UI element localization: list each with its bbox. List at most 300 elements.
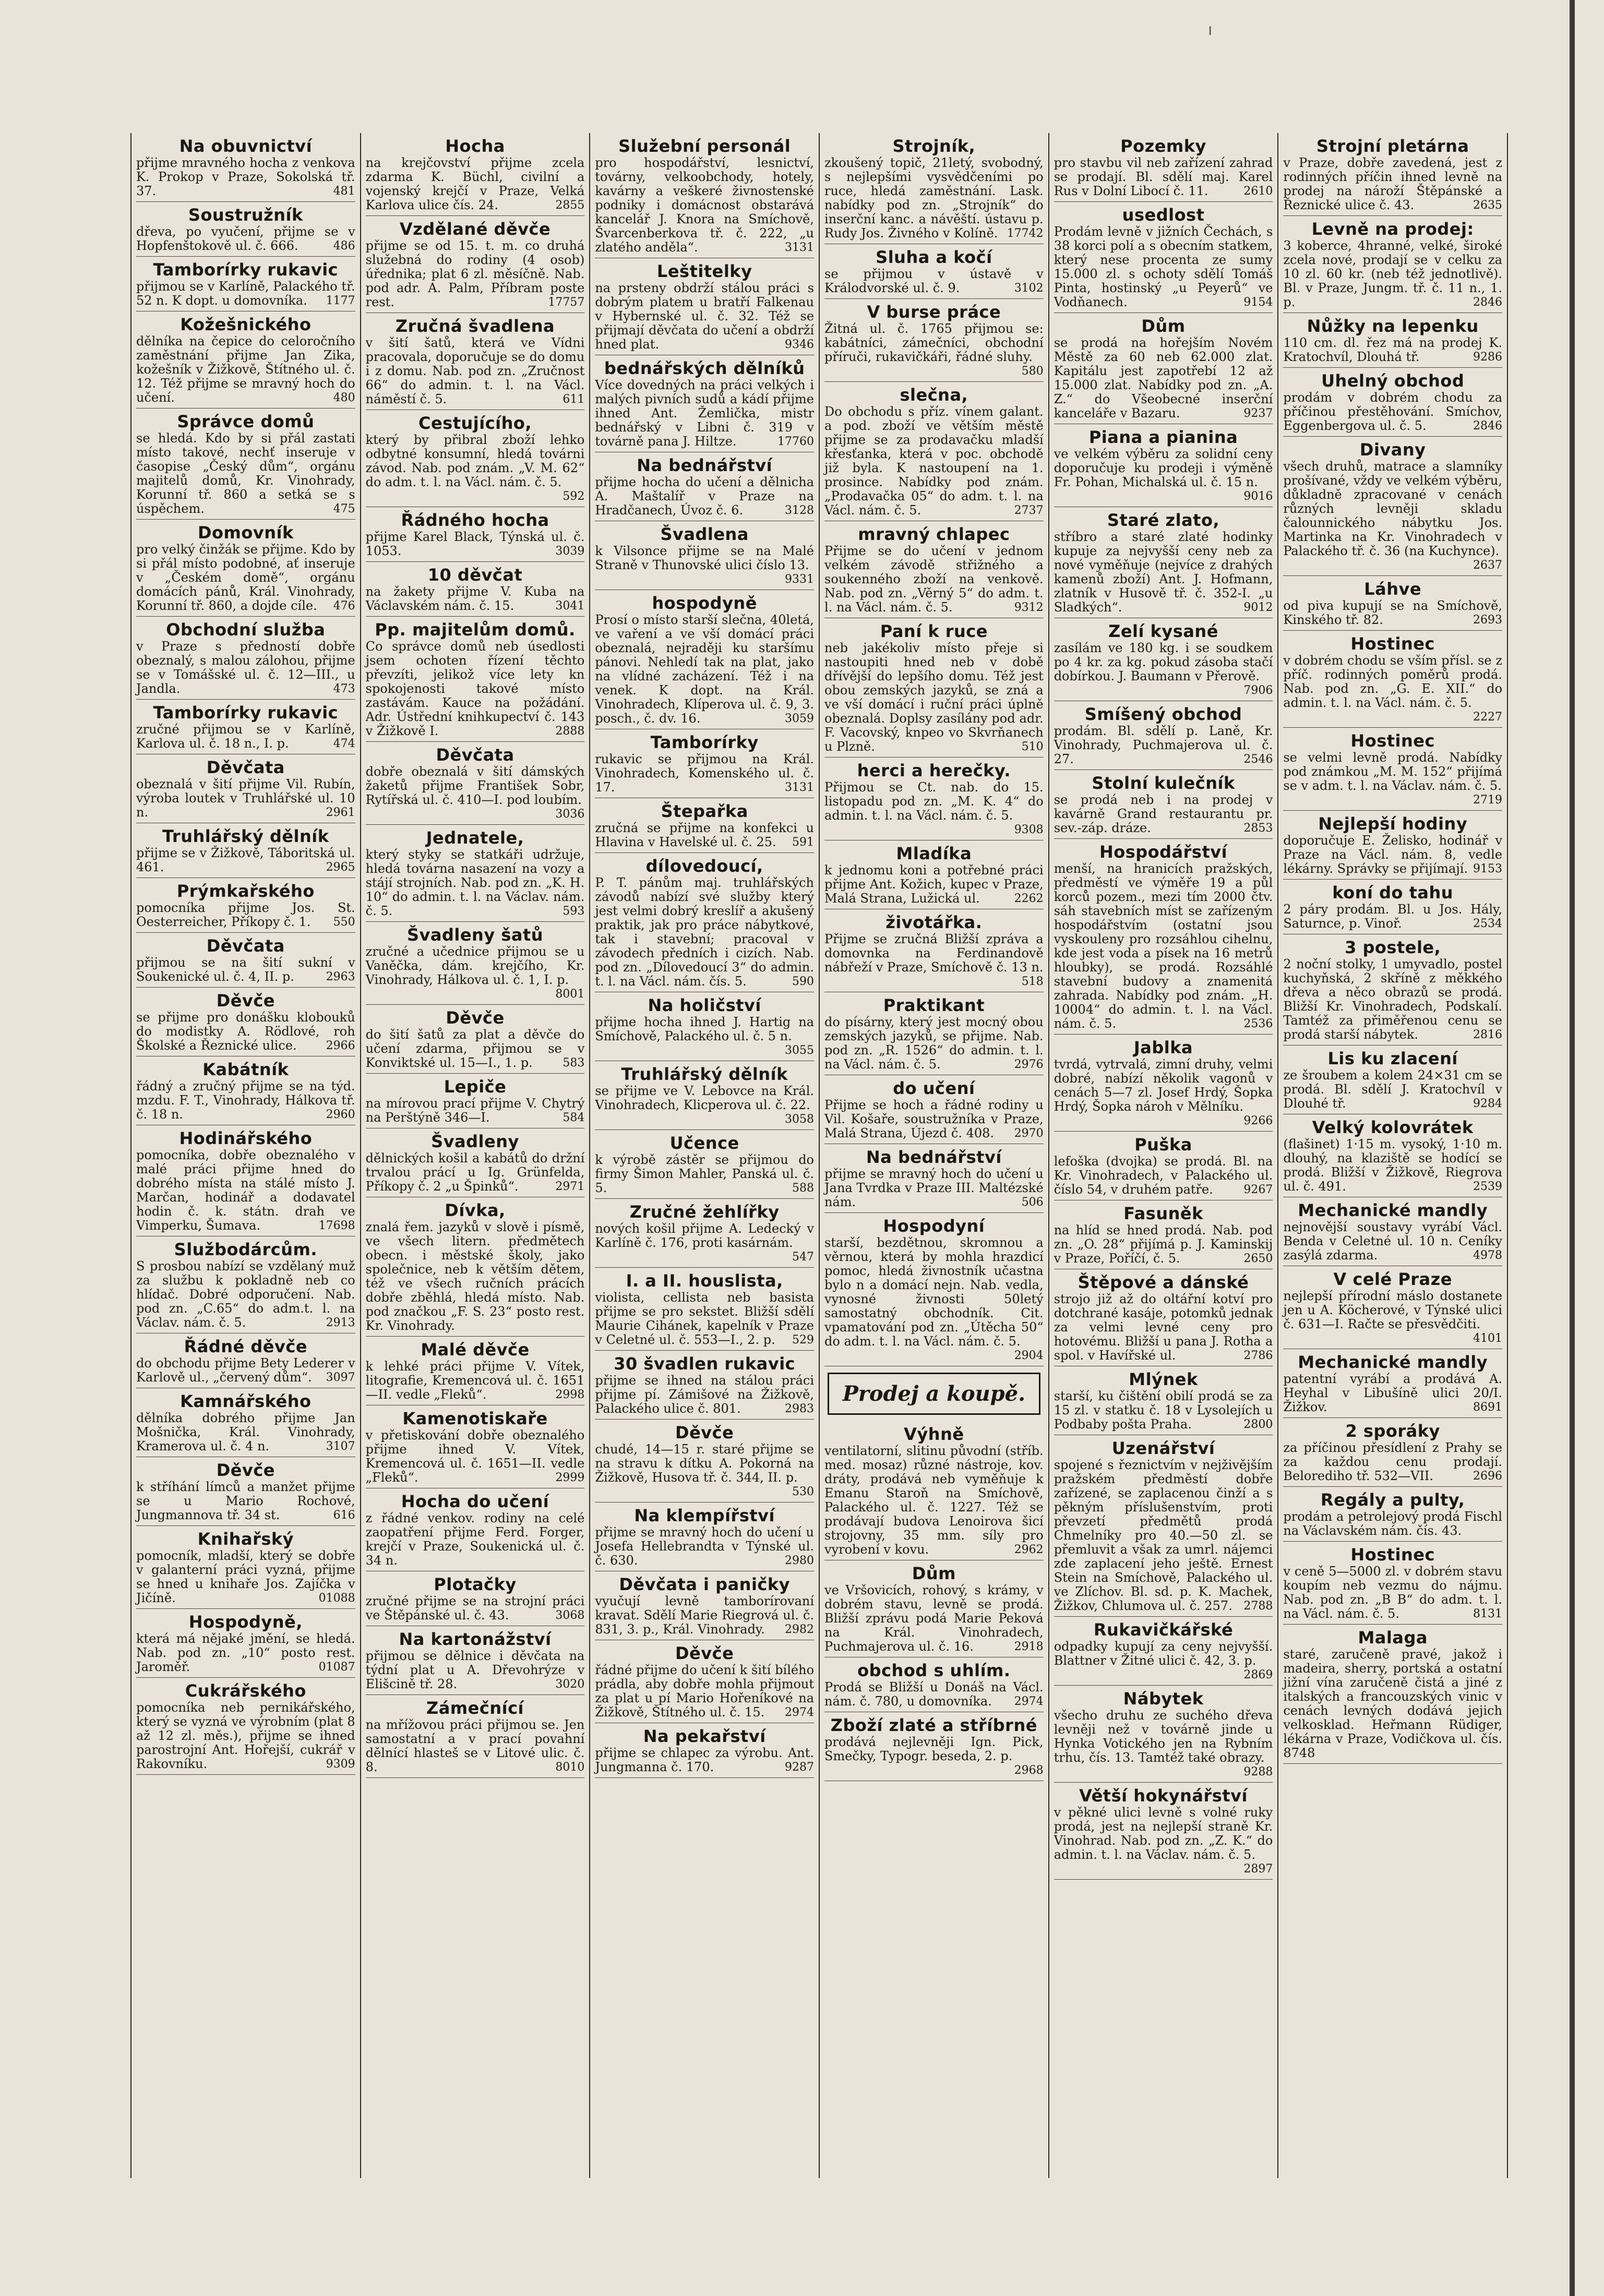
ad-number: 2534 xyxy=(1473,917,1503,930)
ad-headline: Vzdělané děvče xyxy=(399,219,551,239)
ad-number: 2974 xyxy=(785,1706,815,1719)
ad-number: 588 xyxy=(792,1182,815,1195)
ad-number: 2966 xyxy=(326,1039,355,1052)
ad-text xyxy=(595,1746,814,1774)
ad-headline: Děvčata xyxy=(206,936,285,956)
classified-ad xyxy=(1283,1487,1502,1542)
ad-text xyxy=(595,752,814,795)
ad-body: v dobrém chodu se vším přísl. se z příč. rodinných poměrů prodá. Nab. pod zn. „G. E. XII.“ do admin. t. l. na Václ. nám. č. 5. xyxy=(1283,653,1503,710)
ad-text xyxy=(136,1549,355,1605)
ad-headline: Tamborírky xyxy=(650,732,759,752)
ad-text xyxy=(595,1222,814,1264)
ad-headline: Řádného hocha xyxy=(401,510,549,530)
ad-headline: Švadlena xyxy=(660,524,749,544)
ad-number: 2974 xyxy=(1014,1695,1044,1708)
ad-text xyxy=(1054,1458,1273,1613)
ad-body: přijme Karel Black, Týnská ul. č. 1053. xyxy=(365,530,585,558)
classified-ad xyxy=(1283,1045,1502,1114)
classified-ad xyxy=(136,1678,355,1775)
ad-headline: Na obuvnictví xyxy=(179,136,313,156)
ad-headline: herci a herečky. xyxy=(857,761,1011,780)
ad-body: Přijmou se Ct. nab. do 15. listopadu pod zn. „M. K. 4“ do admin. t. l. na Václ. nám. č. 5. xyxy=(824,780,1044,823)
classified-ad xyxy=(1283,811,1502,880)
ad-text xyxy=(595,1291,814,1347)
ad-text xyxy=(366,1649,585,1691)
classified-ad xyxy=(824,909,1044,992)
ad-number: 2737 xyxy=(1014,504,1044,517)
ad-body: violista, cellista neb basista přijme se pro sekstet. Bližší sdělí Maurie Cihánek, kapelník v Praze v Celetné ul. č. 553—I., 2. p. xyxy=(595,1290,815,1347)
ad-number: 2980 xyxy=(785,1554,815,1567)
ad-headline: Malé děvče xyxy=(421,1340,530,1360)
ad-text xyxy=(1054,724,1273,766)
ad-headline: Stolní kulečník xyxy=(1092,773,1235,793)
classified-ad xyxy=(366,1337,585,1405)
ad-body: Do obchodu s příz. vínem galant. a pod. zboží ve větším městě přijme se za prodavačku mladší křesťanka, která v poc. obchodě již byla. K nastoupení na 1. prosince. Nabídky pod znám. „Prodavačka 05“ do adm. t. l. na Václ. nám. č. 5. xyxy=(824,404,1044,518)
ad-body: spojené s řeznictvím v nejživějším pražském předměstí dobře zařízené, se zaplacenou činží a s pěkným příslušenstvím, proti převzetí předmětů prodá Chmelníky pro 40.—50 zl. se přemluvit a však za umrl. nájemci zde zaplacení jeho ještě. Ernest Stein na Smíchově, Palackého ul. ve Zlíchov. Bl. sd. p. K. Machek, Žižkov, Chlumova ul. č. 257. xyxy=(1054,1458,1273,1613)
ad-headline: 3 postele, xyxy=(1345,937,1441,957)
ad-headline: Fasuněk xyxy=(1123,1204,1203,1223)
ad-text xyxy=(1283,1289,1502,1345)
classified-ad xyxy=(1054,1686,1273,1783)
classified-ad xyxy=(1283,576,1502,631)
ad-body: pro stavbu vil neb zařízení zahrad se prodají. Bl. sdělí maj. Karel Rus v Dolní Libocí č. 11. xyxy=(1054,155,1273,198)
ad-number: 593 xyxy=(562,905,585,918)
ad-headline: životářka. xyxy=(885,912,983,932)
classified-ad xyxy=(824,1712,1044,1781)
ad-headline: Tamborírky rukavic xyxy=(153,703,339,723)
classified-ad xyxy=(824,992,1044,1075)
ad-number: 9346 xyxy=(785,338,815,351)
ad-number: 9309 xyxy=(326,1758,355,1771)
ad-text xyxy=(1054,336,1273,420)
ad-number: 2539 xyxy=(1473,1180,1503,1193)
ad-body: nejnovější soustavy vyrábí Václ. Benda v Celetné ul. 10 n. Ceníky zasýlá zdarma. xyxy=(1283,1220,1503,1263)
ad-headline: Na bednářství xyxy=(637,455,773,475)
ad-body: přijme se v Žižkově, Táboritská ul. 461. xyxy=(136,846,355,874)
ad-body: staré, zaručeně pravé, jakož i madeira, sherry, portská a ostatní jižní vína zaručeně čistá a jiné z italských a francouzských vinic v cenách levných dodává jejich velkosklad. Heřmann Rüdiger, lékárna v Praze, Vodičkova ul. čís. 8748 xyxy=(1283,1647,1503,1760)
ad-body: zasílám ve 180 kg. i se soudkem po 4 kr. za kg. pokud zásoba stačí dobírkou. J. Baumann v Přerově. xyxy=(1054,641,1273,683)
ad-headline: Řádné děvče xyxy=(184,1337,308,1356)
ad-number: 01087 xyxy=(318,1661,355,1674)
ad-headline: 30 švadlen rukavic xyxy=(614,1354,796,1374)
ad-headline: Hostinec xyxy=(1350,634,1435,654)
ad-headline: Cukrářského xyxy=(185,1681,306,1701)
ad-headline: Nábytek xyxy=(1123,1689,1204,1709)
ad-text xyxy=(595,1374,814,1416)
classified-ad xyxy=(136,823,355,878)
ad-headline: Mechanické mandly xyxy=(1298,1352,1488,1372)
ad-headline: Lepiče xyxy=(444,1077,507,1097)
ad-text xyxy=(136,777,355,820)
ad-text xyxy=(136,1411,355,1453)
ad-text xyxy=(136,1480,355,1522)
ad-number: 9154 xyxy=(1243,296,1273,309)
ad-number: 7906 xyxy=(1243,684,1273,697)
classified-ad xyxy=(824,299,1044,382)
ad-body: zručné přijme se na strojní práci ve Štěpánské ul. č. 43. xyxy=(365,1594,585,1622)
ad-body: od piva kupují se na Smíchově, Kinského tř. 82. xyxy=(1283,598,1503,627)
ad-body: nových košil přijme A. Ledecký v Karlíně č. 176, proti kasárnám. xyxy=(595,1221,815,1250)
column-2 xyxy=(361,133,591,2178)
ad-body: v šití šatů, která ve Vídni pracovala, doporučuje se do domu i z domu. Nab. pod zn. „Zručnost 66“ do admin. t. l. na Václ. náměstí č. 5. xyxy=(365,335,585,406)
ad-text xyxy=(366,1220,585,1333)
classified-ad xyxy=(824,1075,1044,1144)
ad-headline: Kamnářského xyxy=(180,1391,312,1411)
ad-body: dělníka na čepice do celoročního zaměstnání přijme Jan Zika, kožešník v Žižkově, Štítného ul. č. 12. Též přijme se mravný hoch do učení. xyxy=(136,334,355,405)
ad-number: 3107 xyxy=(326,1440,355,1453)
ad-body: pomocníka neb pernikářského, který se vyzná ve výrobním (plat 8 až 12 zl. měs.), přijme se ihned parostrojní Ant. Hořejší, cukrář v Rakovníku. xyxy=(136,1700,355,1771)
ad-body: ve velkém výběru za solidní ceny doporučuje ku prodeji i výměně Fr. Pohan, Michalská ul. č. 15 n. xyxy=(1054,447,1273,489)
classified-ad xyxy=(366,410,585,507)
classified-ad xyxy=(1054,839,1273,1035)
ad-headline: Služební personál xyxy=(618,136,791,156)
ad-headline: I. a II. houslista, xyxy=(626,1271,783,1291)
classified-ad xyxy=(595,798,814,853)
ad-number: 3131 xyxy=(785,241,815,254)
ad-body: 3 koberce, 4hranné, velké, široké zcela nové, prodají se v celku za 10 zl. 60 kr. (neb též jednotlivě). Bl. v Praze, Jungm. tř. č. 11 n., 1. p. xyxy=(1283,238,1503,309)
classified-ad xyxy=(366,1571,585,1626)
ad-body: se přijmou v ústavě v Králodvorské ul. č. 9. xyxy=(824,267,1044,295)
ad-body: doporučuje E. Želisko, hodinář v Praze na Václ. nám. 8, vedle lékárny. Správky se přijímají. xyxy=(1283,833,1503,876)
ad-headline: Knihařský xyxy=(197,1529,294,1549)
ad-text xyxy=(366,585,585,613)
ad-number: 2786 xyxy=(1243,1349,1273,1362)
classified-ad xyxy=(1283,631,1502,728)
ad-headline: Piana a pianina xyxy=(1088,427,1238,447)
ad-headline: Uhelný obchod xyxy=(1321,371,1465,391)
classified-ad xyxy=(366,216,585,313)
classified-ad xyxy=(824,1144,1044,1213)
ad-text xyxy=(595,544,814,586)
ad-text xyxy=(824,1735,1044,1777)
ad-number: 4978 xyxy=(1473,1249,1503,1262)
ad-number: 3020 xyxy=(555,1678,585,1691)
ad-body: přijme se od 15. t. m. co druhá služebná do rodiny (4 osob) úřednika; plat 6 zl. měsíčně. Nab. pod adr. A. Palm, Příbram poste rest. xyxy=(365,238,585,309)
ad-text xyxy=(1283,1372,1502,1414)
ad-body: k Vilsonce přijme se na Malé Straně v Thunovské ulici číslo 13. xyxy=(595,544,815,572)
ad-text xyxy=(1054,1292,1273,1363)
ad-number: 530 xyxy=(792,1485,815,1498)
classified-ad xyxy=(595,1061,814,1130)
ad-number: 2963 xyxy=(326,970,355,983)
ad-text xyxy=(1283,156,1502,212)
ad-text xyxy=(1283,1068,1502,1111)
ad-body: se přijme ve V. Lebovce na Král. Vinohradech, Klicperova ul. č. 22. xyxy=(595,1084,815,1112)
ad-headline: Hocha do učení xyxy=(401,1492,549,1511)
ad-text xyxy=(1054,1223,1273,1266)
ad-body: se velmi levně prodá. Nabídky pod známkou „M. M. 152“ přijímá se v adm. t. l. na Václav. nám. č. 5. xyxy=(1283,750,1503,793)
ad-number: 3036 xyxy=(555,808,585,821)
classified-ad xyxy=(1283,728,1502,811)
ad-headline: Obchodní služba xyxy=(166,620,326,640)
ad-body: přijme mravného hocha z venkova K. Prokop v Praze, Sokolská tř. 37. xyxy=(136,155,355,198)
classified-ad xyxy=(366,1488,585,1571)
ad-number: 9288 xyxy=(1243,1765,1273,1778)
ad-headline: Mladíka xyxy=(896,844,972,863)
ad-number: 2536 xyxy=(1243,1017,1273,1030)
ad-text xyxy=(1054,793,1273,835)
ad-headline: Děvčata i paničky xyxy=(619,1574,791,1594)
ad-number: 2693 xyxy=(1473,614,1503,627)
ad-body: přijme se mravný hoch do učení u Josefa Hellebrandta v Týnské ul. č. 630. xyxy=(595,1525,815,1568)
ad-body: prodám v dobrém chodu za příčinou přestěhování. Smíchov, Eggenbergova ul. č. 5. xyxy=(1283,390,1503,433)
ad-body: v přetiskování dobře obeznalého přijme ihned V. Vítek, Kremencová ul. č. 1651—II. vedle „Fleků“. xyxy=(365,1428,585,1485)
ad-body: na žakety přijme V. Kuba na Václavském nám. č. 15. xyxy=(365,584,585,613)
column-3 xyxy=(590,133,820,2178)
classified-ad xyxy=(366,1197,585,1337)
ad-number: 2262 xyxy=(1014,892,1044,905)
classified-ad xyxy=(595,590,814,729)
ad-number: 2227 xyxy=(1473,711,1503,724)
ad-body: dělníka dobrého přijme Jan Mošnička, Král. Vinohrady, Kramerova ul. č. 4 n. xyxy=(136,1411,355,1453)
ad-text xyxy=(136,543,355,613)
classified-ad xyxy=(366,1005,585,1074)
ad-number: 9153 xyxy=(1473,862,1503,875)
ad-headline: usedlost xyxy=(1122,205,1205,225)
ad-number: 17742 xyxy=(1007,227,1044,240)
ad-number: 2888 xyxy=(555,725,585,738)
ad-body: dělnických košil a kabátů do držní trvalou prácí u Ig. Grünfelda, Příkopy č. 2 „u Špinků“. xyxy=(365,1151,585,1194)
ad-text xyxy=(136,1259,355,1330)
ad-body: v pěkné ulici levně s volné ruky prodá, jest na nejlepší straně Kr. Vinohrad. Nab. pod zn. „Z. K.“ do admin. t. l. na Václav. nám. č. 5. xyxy=(1054,1805,1273,1862)
classified-ad xyxy=(824,840,1044,909)
classified-ad xyxy=(824,618,1044,758)
classified-ad xyxy=(1283,880,1502,934)
classified-ad xyxy=(595,452,814,521)
classified-ad xyxy=(1054,1435,1273,1617)
classified-ad xyxy=(595,992,814,1061)
ad-headline: koní do tahu xyxy=(1332,883,1454,903)
ad-body: za příčinou přesídlení z Prahy se za každou cenu prodají. Belorediho tř. 532—VII. xyxy=(1283,1440,1503,1483)
ad-number: 2999 xyxy=(555,1471,585,1484)
classified-ad xyxy=(366,617,585,742)
ad-headline: Pp. majitelům domů. xyxy=(375,620,576,640)
ad-number: 3102 xyxy=(1014,282,1044,295)
classified-ad xyxy=(136,878,355,933)
classified-ad xyxy=(595,853,814,992)
ad-body: ventilatorní, slitinu původní (stříb. med. mosaz) různé nástroje, kov. dráty, prodává neb vyměňuje k Emanu Staroň na Smíchově, Palackého ul. č. 1227. Též se prodávají budova Lenoirova šicí strojovny, 35 mm. síly pro vyrobení v kovu. xyxy=(824,1444,1044,1557)
classified-ad xyxy=(366,1626,585,1695)
ad-number: 611 xyxy=(562,393,585,406)
ad-body: tvrdá, vytrvalá, zimní druhy, velmi dobré, nabízí několik vagonů v cenách 5—7 zl. Josef Hrdý, Šopka Hrdý, Šopka nároh v Mělníku. xyxy=(1054,1057,1273,1114)
ad-text xyxy=(824,641,1044,754)
ad-number: 8691 xyxy=(1473,1401,1503,1414)
classified-ad xyxy=(595,1268,814,1351)
ad-headline: dílovedoucí, xyxy=(645,856,763,876)
ad-body: 110 cm. dl. řez má na prodej K. Kratochvíl, Dlouhá tř. xyxy=(1283,335,1503,364)
classified-ad xyxy=(1054,202,1273,313)
ad-headline: Zámečnící xyxy=(426,1698,524,1718)
ad-text xyxy=(824,1583,1044,1654)
classified-ad xyxy=(824,1213,1044,1366)
ad-text xyxy=(136,846,355,874)
classified-ad xyxy=(366,825,585,922)
ad-headline: Láhve xyxy=(1364,579,1422,599)
classified-ad xyxy=(136,1125,355,1236)
ad-body: pro velký činžák se přijme. Kdo by si přál místo podobné, ať inseruje v „Českém domě“, orgánu domácích pánů, Král. Vinohrady, Korunní tř. 860, a dojde cíle. xyxy=(136,542,355,613)
ad-number: 590 xyxy=(792,975,815,988)
ad-number: 01088 xyxy=(318,1592,355,1605)
classified-ad xyxy=(1283,216,1502,313)
ad-headline: Nejlepší hodiny xyxy=(1318,814,1468,834)
ad-text xyxy=(824,1444,1044,1557)
ad-text xyxy=(595,1153,814,1195)
ad-number: 547 xyxy=(792,1251,815,1264)
ad-number: 2998 xyxy=(555,1388,585,1401)
ad-number: 2816 xyxy=(1473,1028,1503,1041)
classified-ad xyxy=(366,562,585,617)
ad-number: 2800 xyxy=(1243,1418,1273,1431)
ad-number: 2904 xyxy=(1014,1349,1044,1362)
ad-text xyxy=(366,1428,585,1485)
ad-headline: Švadleny šatů xyxy=(406,925,544,945)
ad-text xyxy=(366,945,585,1001)
ad-body: přijme se mravný hoch do učení u Jana Tvrdka v Praze III. Maltézské nám. xyxy=(824,1167,1044,1209)
ad-number: 583 xyxy=(562,1056,585,1069)
ad-number: 9331 xyxy=(785,573,815,586)
classified-ad xyxy=(595,1351,814,1420)
ad-headline: Plotačky xyxy=(434,1574,517,1594)
ad-text xyxy=(136,1356,355,1385)
ad-text xyxy=(824,932,1044,989)
classified-ad xyxy=(1283,368,1502,437)
ad-number: 2960 xyxy=(326,1108,355,1121)
ad-text xyxy=(1054,1155,1273,1197)
classifieds-columns xyxy=(130,133,1508,2178)
ad-number: 2962 xyxy=(1014,1543,1044,1556)
classified-ad xyxy=(1283,1625,1502,1764)
ad-body: menší, na hranicích pražských, předměstí ve výměře 19 a půl korců pozem., mezi tím 2000 čtv. sáh stavebních míst se zařízeným hospodářstvím (ostatní jsou vyskouleny pro rozsáhlou cihelnu, kde jest voda a písek na 16 metrů hloubky), se prodá. Rozsáhlé stavební budovy a znamenitá zahrada. Nabídky pod znám. „H. 10004“ do admin. t. l. na Václ. nám. č. 5. xyxy=(1054,861,1273,1031)
ad-text xyxy=(366,530,585,558)
ad-headline: 2 sporáky xyxy=(1345,1421,1440,1441)
ad-headline: 10 děvčat xyxy=(427,565,523,585)
ad-number: 2546 xyxy=(1243,753,1273,766)
ad-number: 2719 xyxy=(1473,794,1503,807)
ad-number: 3058 xyxy=(785,1113,815,1126)
ad-text xyxy=(1283,903,1502,931)
ad-text xyxy=(1283,834,1502,876)
classified-ad xyxy=(136,754,355,823)
ad-text xyxy=(1054,1389,1273,1432)
ad-text xyxy=(366,1360,585,1402)
ad-body: řádný a zručný přijme se na týd. mzdu. F. T., Vinohrady, Hálkova tř. č. 18 n. xyxy=(136,1079,355,1122)
ad-headline: Na klempířství xyxy=(634,1506,775,1525)
ad-headline: Strojník, xyxy=(892,136,976,156)
ad-number: 9287 xyxy=(785,1761,815,1774)
ad-body: Přijme se hoch a řádné rodiny u Vil. Košaře, soustružníka v Praze, Malá Strana, Újezd č. 408. xyxy=(824,1098,1044,1140)
classified-ad xyxy=(136,1388,355,1457)
ad-text xyxy=(595,156,814,255)
ad-number: 3068 xyxy=(555,1609,585,1622)
ad-body: se hledá. Kdo by si přál zastati místo takové, nechť inseruje v časopise „Český dům“, orgánu majitelů domů, Kr. Vinohrady, Korunní tř. 860 a setká se s úspěchem. xyxy=(136,431,355,516)
classified-ad xyxy=(595,1571,814,1640)
ad-text xyxy=(1283,1510,1502,1538)
ad-number: 2869 xyxy=(1243,1668,1273,1681)
ad-headline: Na pekařství xyxy=(643,1726,766,1746)
ad-headline: Kabátník xyxy=(202,1060,289,1079)
ad-body: Prodá se Bližší u Donáš na Václ. nám. č. 780, u domovníka. xyxy=(824,1680,1044,1709)
ad-headline: Mlýnek xyxy=(1129,1369,1198,1389)
ad-number: 2976 xyxy=(1014,1058,1044,1071)
ad-number: 550 xyxy=(333,916,355,929)
ad-body: na mřížovou práci přijmou se. Jen samostatní a v prací povahní dělnící hlasteš se v Litové ulic. č. 8. xyxy=(365,1717,585,1774)
ad-headline: Mechanické mandly xyxy=(1298,1200,1488,1220)
ad-text xyxy=(824,156,1044,241)
ad-text xyxy=(366,433,585,503)
ad-headline: Cestujícího, xyxy=(418,413,532,433)
ad-number: 2982 xyxy=(785,1623,815,1636)
ad-body: dřeva, po vyučení, přijme se v Hopfenštokově ul. č. 666. xyxy=(136,224,355,253)
ad-number: 2968 xyxy=(1014,1764,1044,1777)
ad-text xyxy=(595,475,814,518)
ad-headline: do učení xyxy=(893,1078,975,1098)
ad-headline: Staré zlato, xyxy=(1107,510,1220,530)
ad-body: k výrobě zástěr se přijmou do firmy Šimon Mahler, Panská ul. č. 5. xyxy=(595,1152,815,1195)
ad-body: řádné přijme do učení k šití bílého prádla, aby dobře mohla přijmout za plat u pí Mario Hořeníkové na Žižkově, Štítného ul. č. 15. xyxy=(595,1663,815,1720)
ad-headline: Jednatele, xyxy=(426,828,524,848)
ad-number: 9237 xyxy=(1243,407,1273,420)
ad-number: 2965 xyxy=(326,861,355,874)
ad-number: 2853 xyxy=(1243,822,1273,835)
classified-ad xyxy=(595,1130,814,1199)
classified-ad xyxy=(1283,1542,1502,1625)
classified-ad xyxy=(366,313,585,410)
ad-body: Přijme se do učení v jednom velkém závodě střižného a soukenného zboží na venkově. Nab. pod zn. „Věrný 5“ do adm. t. l. na Václ. nám. č. 5. xyxy=(824,544,1044,615)
ad-text xyxy=(1283,751,1502,807)
ad-text xyxy=(1283,1137,1502,1194)
classified-ad xyxy=(1283,934,1502,1045)
ad-body: Co správce domů neb úsedlosti jsem ochoten řízení těchto převzíti, jelikož více lety kn spokojenosti takové místo zastávám. Kauce na požádání. Adr. Ústřední knihkupectví č. 143 v Žižkově I. xyxy=(365,639,585,738)
ad-text xyxy=(136,723,355,751)
classified-ad xyxy=(1054,133,1273,202)
ad-headline: Dům xyxy=(912,1564,956,1583)
classified-ad xyxy=(136,1457,355,1526)
classified-ad xyxy=(824,1560,1044,1657)
ad-headline: hospodyně xyxy=(652,593,757,613)
ad-text xyxy=(1054,1806,1273,1876)
ad-headline: Správce domů xyxy=(177,412,315,431)
ad-text xyxy=(595,876,814,989)
ad-headline: Zelí kysané xyxy=(1108,621,1218,641)
classified-ad xyxy=(366,1695,585,1778)
ad-headline: Rukavičkářské xyxy=(1093,1620,1234,1640)
ad-body: na prsteny obdrží stálou práci s dobrým platem u bratří Falkenau v Hybernské ul. č. 32. Též se přijmají děvčata do učení a obdrží hned plat. xyxy=(595,281,815,352)
ad-headline: Děvčata xyxy=(436,745,514,765)
ad-body: 2 noční stolky, 1 umyvadlo, postel kuchyňská, 2 skříně z měkkého dřeva a něco obrazů se prodá. Bližší Kr. Vinohradech, Podskalí. Tamtéž za přiměřenou cenu se prodá starší nábytek. xyxy=(1283,957,1503,1042)
ad-headline: Zboží zlaté a stříbrné xyxy=(830,1715,1037,1735)
classified-ad xyxy=(366,1405,585,1488)
classified-ad xyxy=(1054,1366,1273,1435)
ad-headline: Domovník xyxy=(197,523,294,543)
ad-text xyxy=(366,156,585,212)
ad-number: 486 xyxy=(333,239,355,253)
ad-headline: Soustružník xyxy=(188,205,303,225)
ad-headline: Jablka xyxy=(1133,1038,1193,1057)
classified-ad xyxy=(1054,507,1273,618)
ad-number: 2961 xyxy=(326,806,355,819)
classified-ad xyxy=(136,520,355,617)
ad-headline: Leštitelky xyxy=(656,261,752,281)
ad-headline: Levně na prodej: xyxy=(1311,219,1474,239)
classified-ad xyxy=(136,133,355,202)
ad-text xyxy=(595,281,814,352)
classified-ad xyxy=(366,507,585,562)
ad-headline: Nůžky na lepenku xyxy=(1307,316,1479,336)
ad-body: Prosí o místo starší slečna, 40letá, ve vaření a ve vší domácí práci obeznalá, nejraději ku staršímu pánovi. Nehledí tak na plat, jako na vlídné zacházení. Též i na venek. K dopt. na Král. Vinohradech, Klíperova ul. č. 9, 3. posch., č. dv. 16. xyxy=(595,612,815,726)
ad-number: 2788 xyxy=(1243,1600,1273,1613)
ad-body: Prodám levně v jižních Čechách, s 38 korci polí a s obecním statkem, který nese procenta ze sumy 15.000 zl. s ochoty sdělí Tomáš Pinta, hostinský „u Peyerů“ ve Vodňanech. xyxy=(1054,224,1273,309)
ad-text xyxy=(366,765,585,821)
